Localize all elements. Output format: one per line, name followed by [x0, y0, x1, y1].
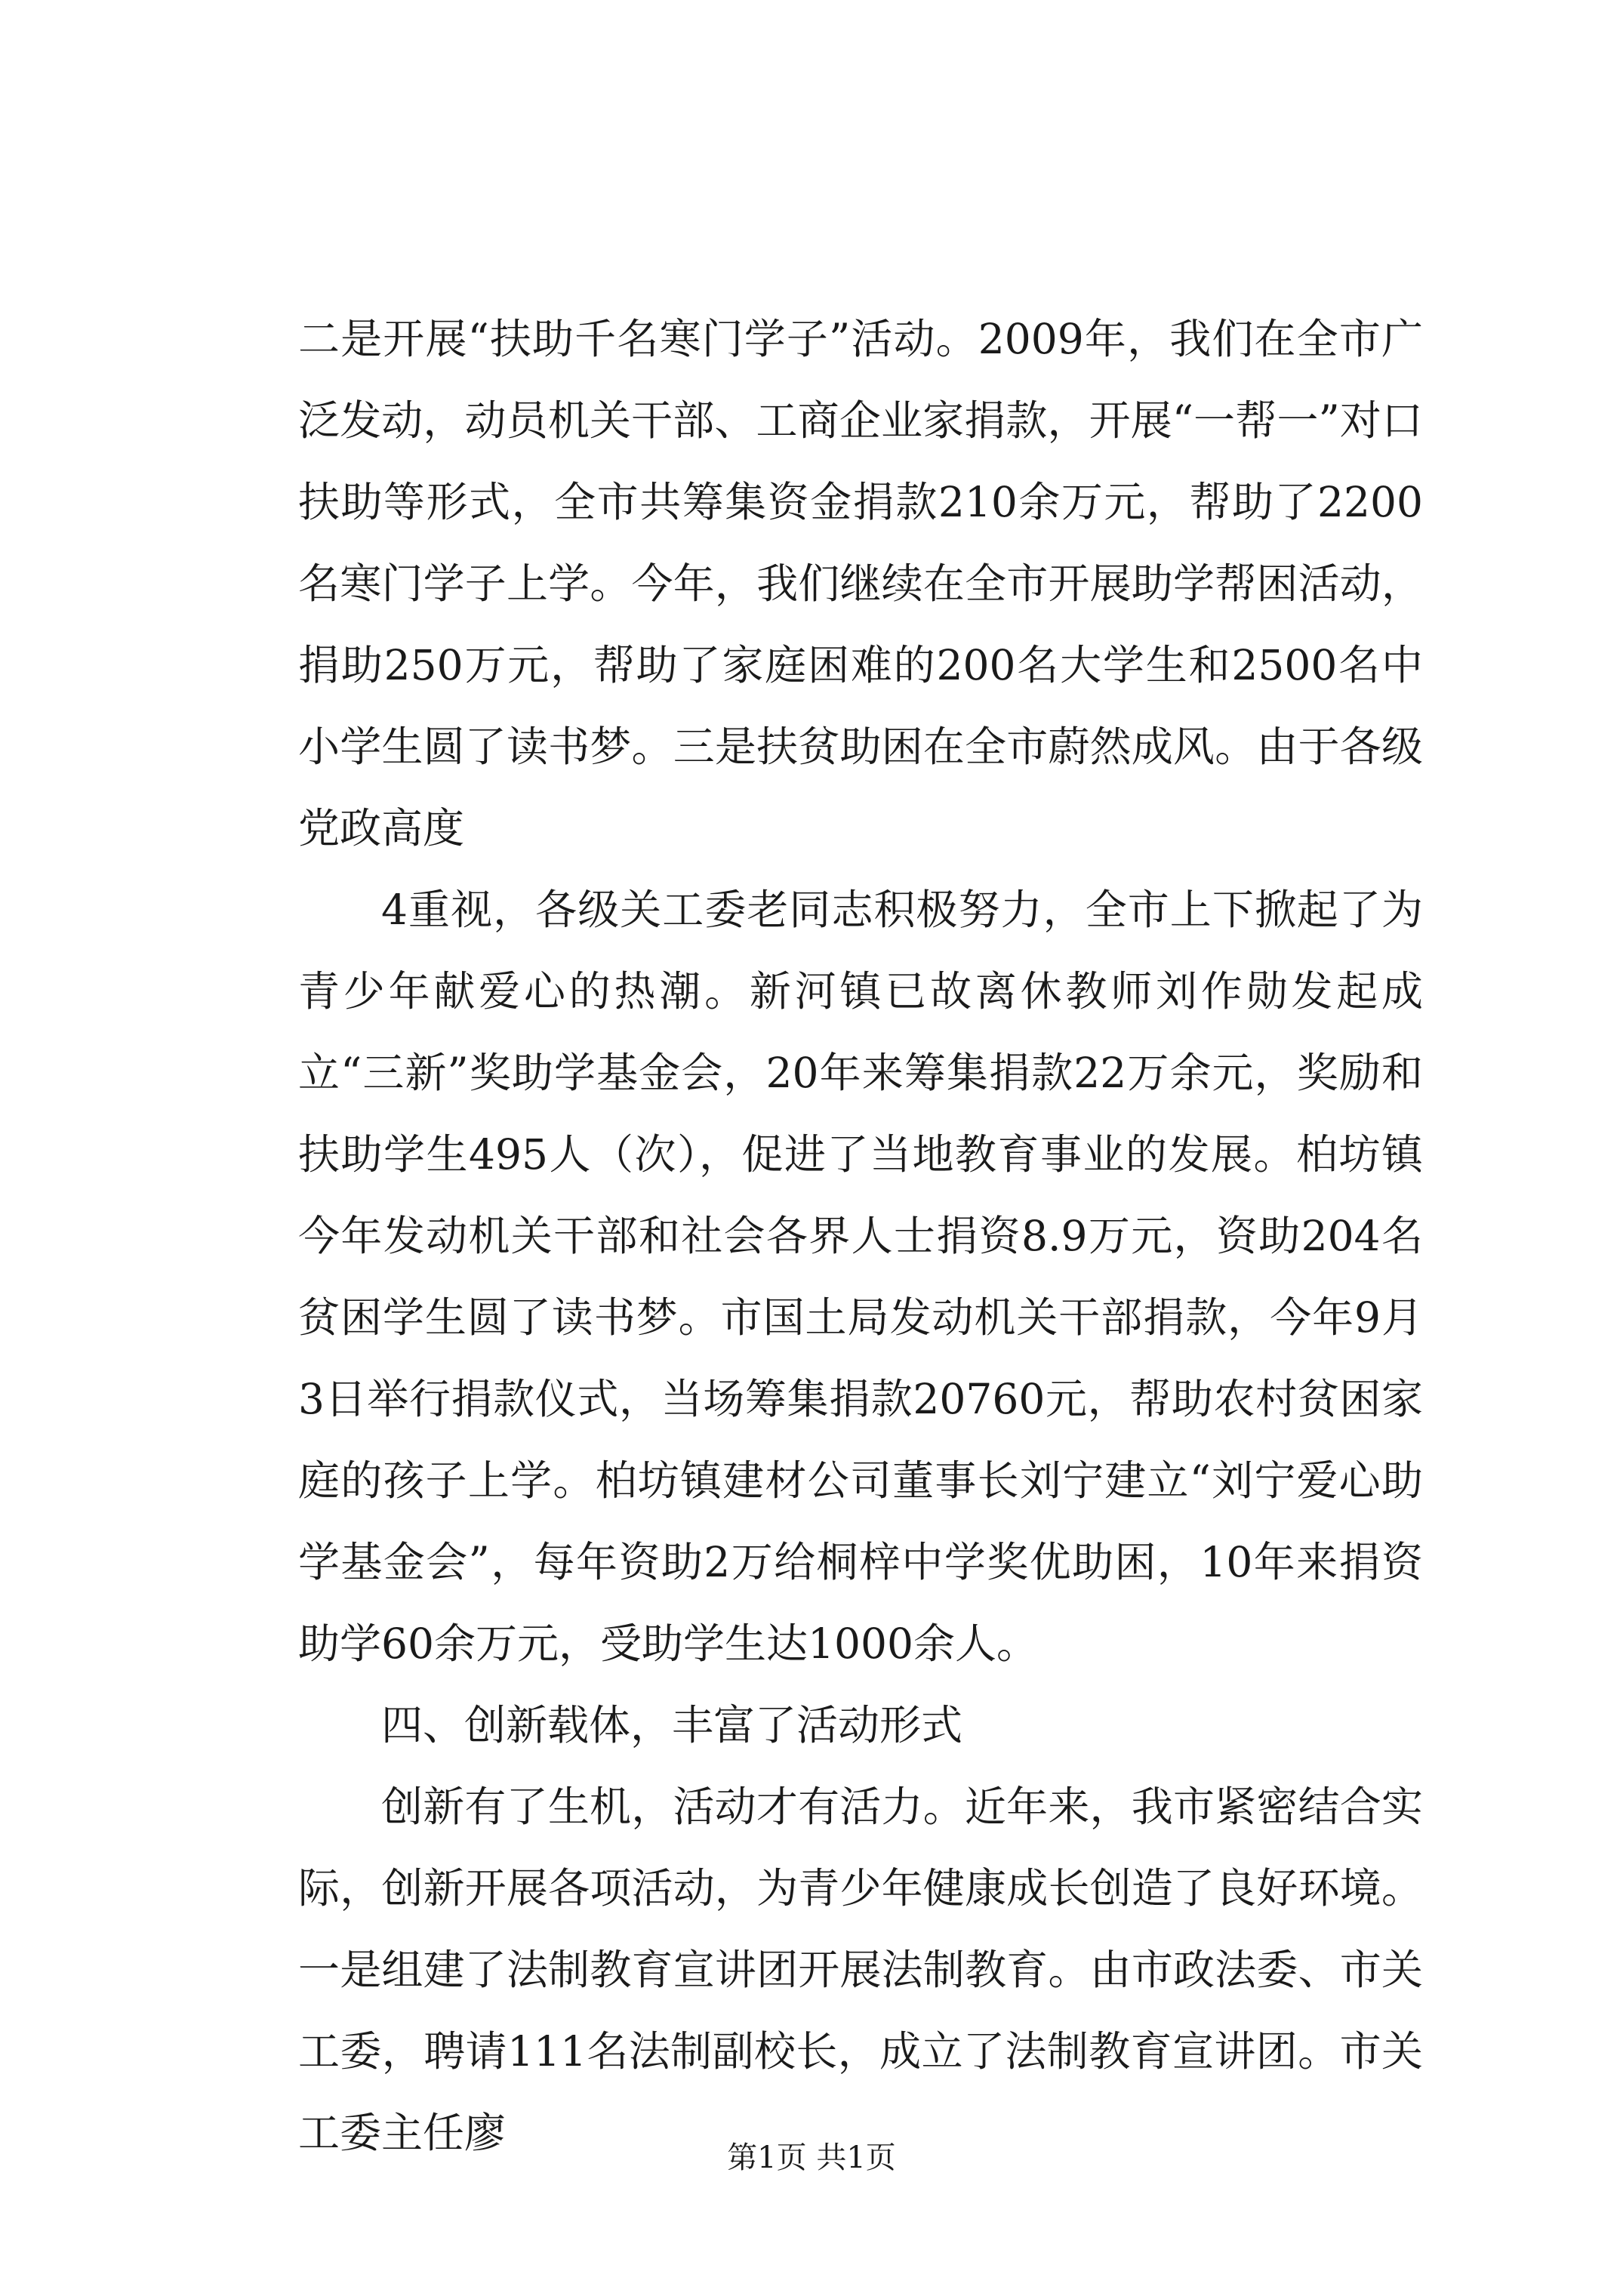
paragraph-1: 二是开展“扶助千名寒门学子”活动。2009年，我们在全市广泛发动，动员机关干部、工商企业家捐款，开展“一帮一”对口扶助等形式，全市共筹集资金捐款210余万元，帮助了2200名寒门学子上学。今年，我们继续在全市开展助学帮困活动，捐助250万元，帮助了家庭困难的200名大学生和2500名中小学生圆了读书梦。三是扶贫助困在全市蔚然成风。由于各级党政高度: [298, 315, 1423, 852]
page-footer: 第1页 共1页: [727, 2140, 896, 2175]
section-heading: 四、创新载体，丰富了活动形式: [381, 1701, 963, 1749]
paragraph-2: 4重视，各级关工委老同志积极努力，全市上下掀起了为青少年献爱心的热潮。新河镇已故离休教师刘作勋发起成立“三新”奖助学基金会，20年来筹集捐款22万余元，奖励和扶助学生495人（次），促进了当地教育事业的发展。柏坊镇今年发动机关干部和社会各界人士捐资8.9万元，资助204名贫困学生圆了读书梦。市国土局发动机关干部捐款，今年9月3日举行捐款仪式，当场筹集捐款20760元，帮助农村贫困家庭的孩子上学。柏坊镇建材公司董事长刘宁建立“刘宁爱心助学基金会”，每年资助2万给桐梓中学奖优助困，10年来捐资助学60余万元，受助学生达1000余人。: [298, 886, 1423, 1668]
document-body: [298, 298, 1423, 2174]
paragraph-3: 创新有了生机，活动才有活力。近年来，我市紧密结合实际，创新开展各项活动，为青少年健康成长创造了良好环境。一是组建了法制教育宣讲团开展法制教育。由市政法委、市关工委，聘请111名法制副校长，成立了法制教育宣讲团。市关工委主任廖: [298, 1783, 1423, 2157]
